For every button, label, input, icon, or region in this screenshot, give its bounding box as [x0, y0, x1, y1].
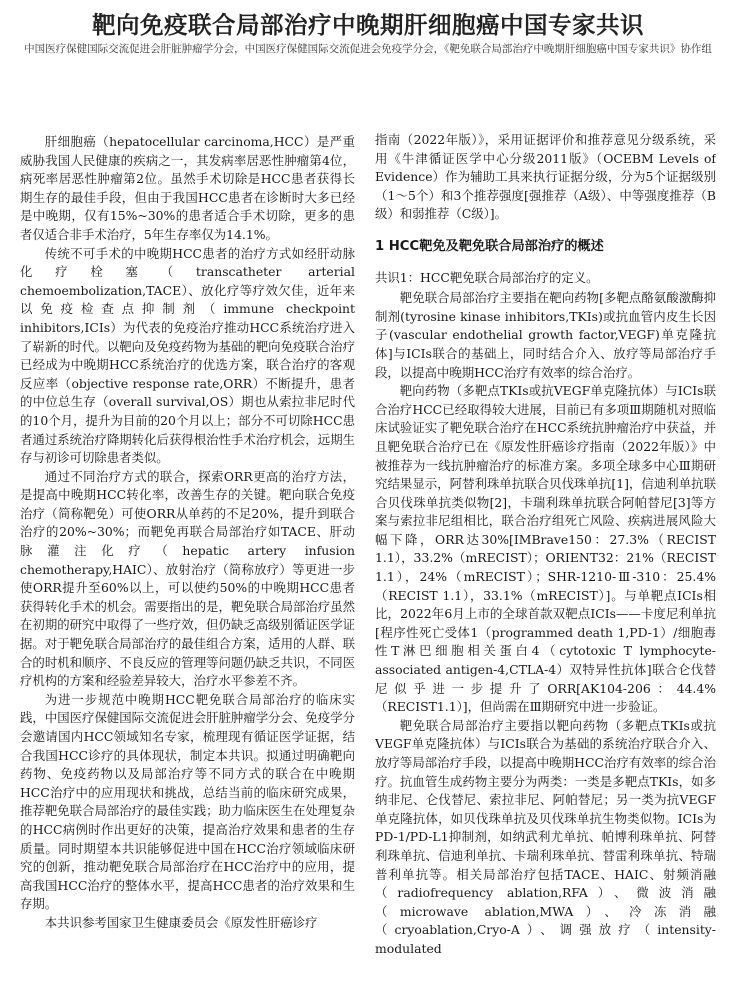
- body-paragraph: 传统不可手术的中晚期HCC患者的治疗方式如经肝动脉化疗栓塞（transcatheter arterial chemoembolization,TACE）、放化疗等疗效欠佳，近年来以免疫检查点抑制剂（immune checkpoint inhibitors,ICIs）为代表的免疫治疗推动HCC系统治疗进入了崭新的时代。以靶向及免疫药物为基础的靶向免疫联合治疗已经成为中晚期HCC系统治疗的优选方案，联合治疗的客观反应率（objective response rate,ORR）不断提升，患者的中位总生存（overall survival,OS）期也从索拉非尼时代的10个月，提升为目前的20个月以上；部分不可切除HCC患者通过系统治疗降期转化后获得根治性手术治疗机会，远期生存与初诊可切除患者类似。: [20, 245, 355, 466]
- body-paragraph: 本共识参考国家卫生健康委员会《原发性肝癌诊疗: [44, 914, 318, 930]
- left-column: [20, 133, 355, 1003]
- body-paragraph: 靶免联合局部治疗主要指以靶向药物（多靶点TKIs或抗VEGF单克隆抗体）与ICIs联合为基础的系统治疗联合介入、放疗等局部治疗手段，以提高中晚期HCC治疗有效率的综合治疗。抗血管生成药物主要分为两类：一类是多靶点TKIs，如多纳非尼、仑伐替尼、索拉非尼、阿帕替尼；另一类为抗VEGF单克隆抗体，如贝伐珠单抗及贝伐珠单抗生物类似物。ICIs为PD-1/PD-L1抑制剂，如纳武利尤单抗、帕博利珠单抗、阿替利珠单抗、信迪利单抗、卡瑞利珠单抗、替雷利珠单抗、特瑞普利单抗等。相关局部治疗包括TACE、HAIC、射频消融（radiofrequency ablation,RFA）、微波消融（microwave ablation,MWA）、冷冻消融（cryoablation,Cryo-A）、调强放疗（intensity-modulated: [375, 717, 716, 956]
- body-paragraph-continued: 指南（2022年版）》，采用证据评价和推荐意见分级系统，采用《牛津循证医学中心分级2011版》（OCEBM Levels of Evidence）作为辅助工具来执行证据分级，分为5个证据级别（1～5个）和3个推荐强度[强推荐（A级）、中等强度推荐（B级）和弱推荐（C级）]。: [375, 132, 716, 222]
- body-paragraph: 靶向药物（多靶点TKIs或抗VEGF单克隆抗体）与ICIs联合治疗HCC已经取得较大进展，目前已有多项Ⅲ期随机对照临床试验证实了靶免联合治疗在HCC系统抗肿瘤治疗中获益，并且靶免联合治疗已在《原发性肝癌诊疗指南（2022年版）》中被推荐为一线抗肿瘤治疗的标准方案。多项全球多中心Ⅲ期研究结果显示，阿替利珠单抗联合贝伐珠单抗[1]，信迪利单抗联合贝伐珠单抗类似物[2]，卡瑞利珠单抗联合阿帕替尼[3]等方案与索拉非尼组相比，联合治疗组死亡风险、疾病进展风险大幅下降，ORR达30%[IMBrave150：27.3%（RECIST 1.1），33.2%（mRECIST）；ORIENT32：21%（RECIST 1.1），24%（mRECIST）；SHR-1210-Ⅲ-310：25.4%（RECIST 1.1），33.1%（mRECIST）]。与单靶点ICIs相比，2022年6月上市的全球首款双靶点ICIs——卡度尼利单抗[程序性死亡受体1（programmed death 1,PD-1）/细胞毒性T淋巴细胞相关蛋白4（cytotoxic T lymphocyte-associated antigen-4,CTLA-4）双特异性抗体]联合仑伐替尼似乎进一步提升了ORR[AK104-206：44.4%（RECIST1.1）]，但尚需在Ⅲ期研究中进一步验证。: [375, 383, 716, 715]
- author-affiliations: 中国医疗保健国际交流促进会肝脏肿瘤学分会，中国医疗保健国际交流促进会免疫学分会，《靶免联合局部治疗中晚期肝细胞癌中国专家共识》协作组: [24, 43, 712, 55]
- paper-title: 靶向免疫联合局部治疗中晚期肝细胞癌中国专家共识: [92, 11, 644, 39]
- body-paragraph: 肝细胞癌（hepatocellular carcinoma,HCC）是严重威胁我国人民健康的疾病之一，其发病率居恶性肿瘤第4位，病死率居恶性肿瘤第2位。虽然手术切除是HCC患者获得长期生存的最佳手段，但由于我国HCC患者在诊断时大多已经是中晚期，仅有15%~30%的患者适合手术切除，更多的患者仅适合非手术治疗，5年生存率仅为14.1%。: [20, 134, 355, 242]
- body-paragraph: 靶免联合局部治疗主要指在靶向药物[多靶点酪氨酸激酶抑制剂(tyrosine kinase inhibitors,TKIs)或抗血管内皮生长因子(vascular endothelial growth factor,VEGF)单克隆抗体]与ICIs联合的基础上，同时结合介入、放疗等局部治疗手段，以提高中晚期HCC治疗有效率的综合治疗。: [375, 290, 716, 380]
- right-column: [375, 131, 716, 1003]
- body-paragraph: 通过不同治疗方式的联合，探索ORR更高的治疗方法，是提高中晚期HCC转化率，改善生存的关键。靶向联合免疫治疗（简称靶免）可使ORR从单药的不足20%，提升到联合治疗的20%~30%；而靶免再联合局部治疗如TACE、肝动脉灌注化疗（hepatic artery infusion chemotherapy,HAIC）、放射治疗（简称放疗）等更进一步使ORR提升至60%以上，可以使约50%的中晚期HCC患者获得转化手术的机会。需要指出的是，靶免联合局部治疗虽然在初期的研究中取得了一些疗效，但仍缺乏高级别循证医学证据。对于靶免联合局部治疗的最佳组合方案，适用的人群、联合的时机和顺序、不良反应的管理等问题仍缺乏共识，不同医疗机构的方案和经验差异较大，治疗水平参差不齐。: [20, 468, 355, 689]
- body-paragraph: 为进一步规范中晚期HCC靶免联合局部治疗的临床实践，中国医疗保健国际交流促进会肝脏肿瘤学分会、免疫学分会邀请国内HCC领域知名专家，梳理现有循证医学证据，结合我国HCC诊疗的具体现状，制定本共识。拟通过明确靶向药物、免疫药物以及局部治疗等不同方式的联合在中晚期HCC治疗中的应用现状和挑战，总结当前的临床研究成果，推荐靶免联合局部治疗的最佳实践；助力临床医生在处理复杂的HCC病例时作出更好的决策，提高治疗效果和患者的生存质量。同时期望本共识能够促进中国在HCC治疗领域临床研究的创新，推动靶免联合局部治疗在HCC治疗中的应用，提高我国HCC治疗的整体水平，提高HCC患者的治疗效果和生存期。: [20, 691, 355, 912]
- section-heading: 1 HCC靶免及靶免联合局部治疗的概述: [375, 238, 604, 254]
- consensus-statement: 共识1：HCC靶免联合局部治疗的定义。: [375, 269, 599, 285]
